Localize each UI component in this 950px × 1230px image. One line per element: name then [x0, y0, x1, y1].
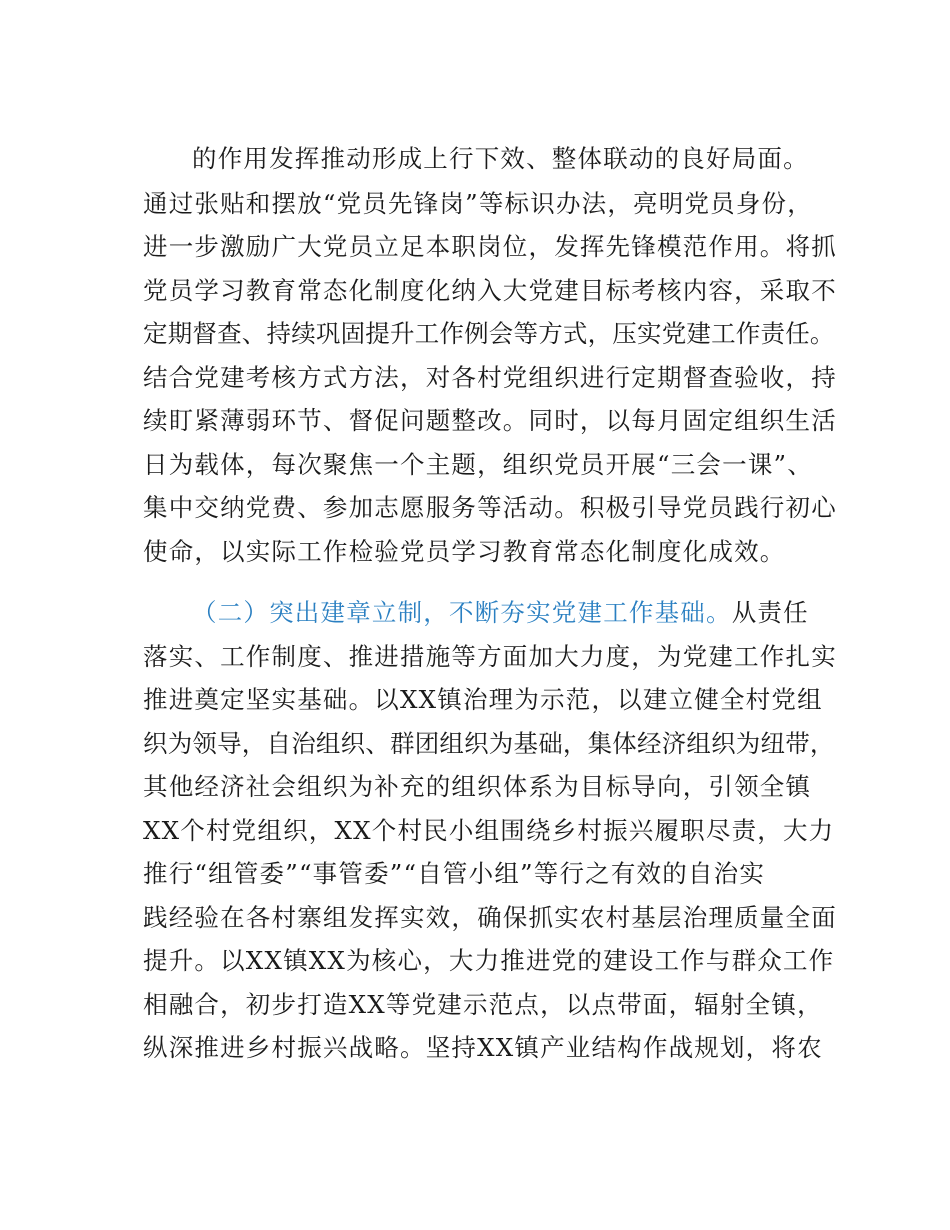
text-line: 定期督查、持续巩固提升工作例会等方式，压实党建工作责任。 — [143, 319, 835, 348]
text-line: XX个村党组织，XX个村民小组围绕乡村振兴履职尽责，大力 — [143, 816, 835, 845]
text-line: 结合党建考核方式方法，对各村党组织进行定期督查验收，持 — [143, 363, 837, 392]
text-line: 的作用发挥推动形成上行下效、整体联动的良好局面。 — [192, 144, 809, 173]
text-line: 纵深推进乡村振兴战略。坚持XX镇产业结构作战规划，将农 — [143, 1033, 823, 1062]
paragraph-heading-line — [192, 598, 809, 627]
text-line: 使命，以实际工作检验党员学习教育常态化制度化成效。 — [143, 537, 786, 566]
text-line: 织为领导，自治组织、群团组织为基础，集体经济组织为纽带， — [143, 729, 835, 758]
text-line: 其他经济社会组织为补充的组织体系为目标导向，引领全镇 — [143, 772, 812, 801]
text-line: 集中交纳党费、参加志愿服务等活动。积极引导党员践行初心 — [143, 493, 837, 522]
text-line: 续盯紧薄弱环节、督促问题整改。同时，以每月固定组织生活 — [143, 406, 837, 435]
text-line: 推行“组管委”“事管委”“自管小组”等行之有效的自治实 — [143, 859, 766, 888]
text-line: 落实、工作制度、推进措施等方面加大力度，为党建工作扎实 — [143, 642, 837, 671]
text-line: 进一步激励广大党员立足本职岗位，发挥先锋模范作用。将抓 — [143, 232, 837, 261]
text-line: 日为载体，每次聚焦一个主题，组织党员开展“三会一课”、 — [143, 450, 813, 479]
text-line: 践经验在各村寨组发挥实效，确保抓实农村基层治理质量全面 — [143, 903, 837, 932]
text-line: 通过张贴和摆放“党员先锋岗”等标识办法，亮明党员身份， — [143, 189, 813, 218]
text-line: 推进奠定坚实基础。以XX镇治理为示范，以建立健全村党组 — [143, 685, 823, 714]
text-line: 党员学习教育常态化制度化纳入大党建目标考核内容，采取不 — [143, 276, 837, 305]
text-line: 提升。以XX镇XX为核心，大力推进党的建设工作与群众工作 — [143, 946, 835, 975]
text-fragment: 从责任 — [731, 598, 809, 627]
section-heading: （二）突出建章立制，不断夯实党建工作基础。 — [192, 598, 732, 627]
text-line: 相融合，初步打造XX等党建示范点，以点带面，辐射全镇， — [143, 990, 823, 1019]
